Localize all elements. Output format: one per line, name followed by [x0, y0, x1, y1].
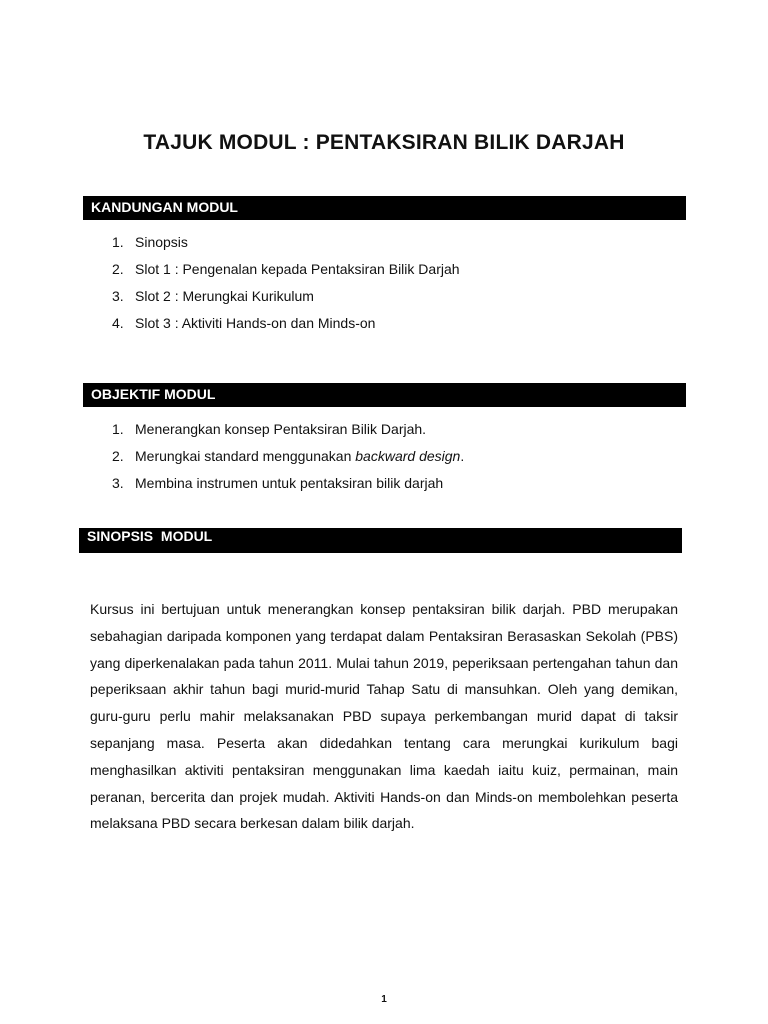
list-text-italic: backward design: [355, 448, 461, 464]
page-number: 1: [381, 994, 387, 1005]
module-title: TAJUK MODUL : PENTAKSIRAN BILIK DARJAH: [143, 131, 625, 154]
kandungan-heading: KANDUNGAN MODUL: [83, 196, 686, 220]
list-text: Sinopsis: [135, 234, 188, 250]
list-number: 3.: [112, 288, 124, 304]
sinopsis-paragraph: Kursus ini bertujuan untuk menerangkan konsep pentaksiran bilik darjah. PBD merupakan sebahagian daripada komponen yang terdapat dalam Pentaksiran Berasaskan Sekolah (PBS) yang diperkenalakan pada tahun 2011. Mulai tahun 2019, peperiksaan pertengahan tahun dan peperiksaan akhir tahun bagi murid-murid Tahap Satu di mansuhkan. Oleh yang demikan, guru-guru perlu mahir melaksanakan PBD supaya perkembangan murid dapat di taksir sepanjang masa. Peserta akan didedahkan tentang cara merungkai kurikulum bagi menghasilkan aktiviti pentaksiran menggunakan lima kaedah iaitu kuiz, permainan, main peranan, bercerita dan projek mudah. Aktiviti Hands-on dan Minds-on membolehkan peserta melaksana PBD secara berkesan dalam bilik darjah.: [90, 601, 678, 832]
list-number: 3.: [112, 475, 124, 491]
list-number: 1.: [112, 421, 124, 437]
list-text: [135, 446, 464, 466]
list-text: Membina instrumen untuk pentaksiran bilik darjah: [135, 475, 444, 491]
list-text: Slot 1 : Pengenalan kepada Pentaksiran Bilik Darjah: [135, 261, 460, 277]
list-text: Slot 3 : Aktiviti Hands-on dan Minds-on: [135, 315, 376, 331]
list-text-plain: Merungkai standard menggunakan: [135, 448, 356, 464]
list-text: Menerangkan konsep Pentaksiran Bilik Darjah.: [135, 421, 427, 437]
list-number: 2.: [112, 261, 124, 277]
list-text-end: .: [460, 448, 465, 464]
sinopsis-heading: SINOPSIS MODUL: [79, 528, 682, 553]
list-number: 4.: [112, 315, 124, 331]
list-text: Slot 2 : Merungkai Kurikulum: [135, 288, 314, 304]
list-number: 2.: [112, 448, 124, 464]
list-number: 1.: [112, 234, 124, 250]
objektif-heading: OBJEKTIF MODUL: [83, 383, 686, 407]
